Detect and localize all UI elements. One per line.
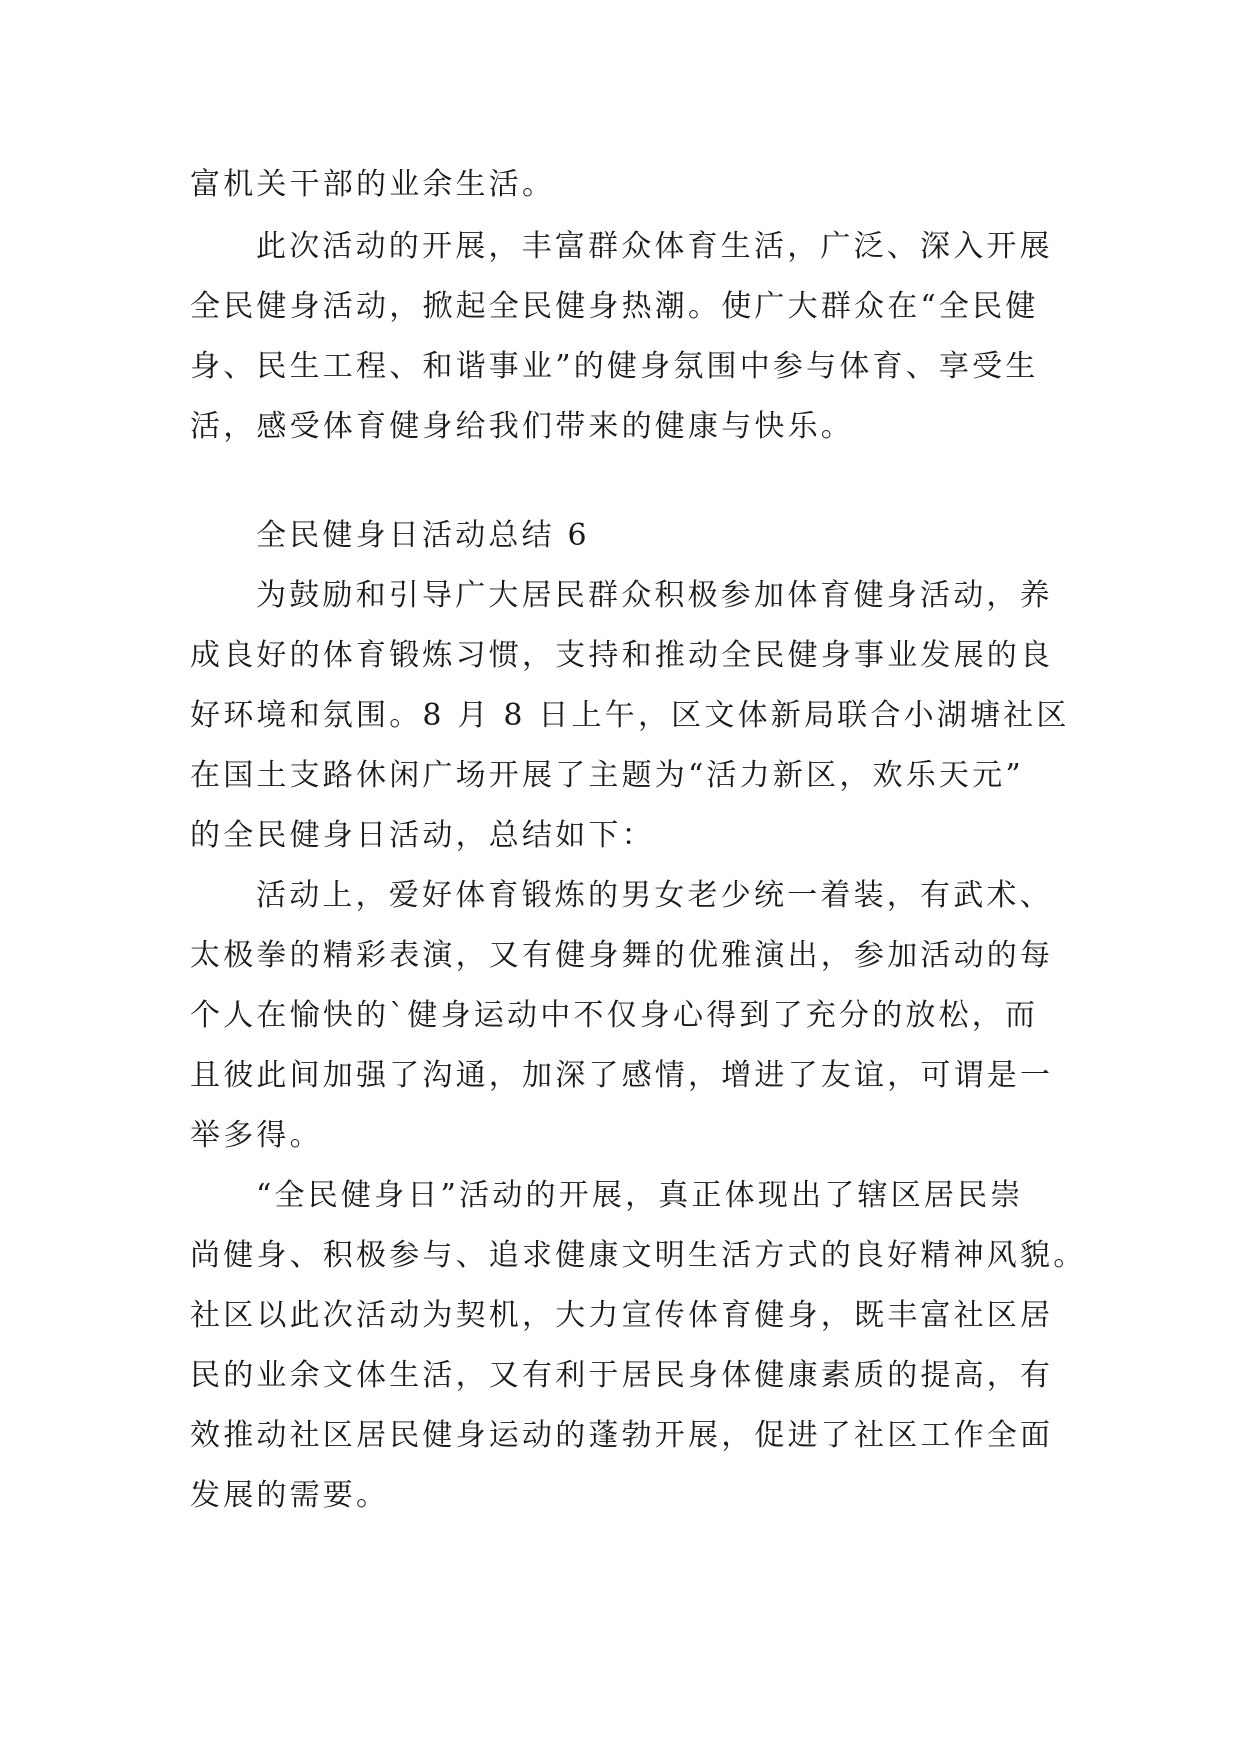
text-line: 富机关干部的业余生活。 <box>190 167 556 202</box>
text-line: 尚健身、积极参与、追求健康文明生活方式的良好精神风貌。 <box>190 1238 1087 1273</box>
text-line: 全民健身活动，掀起全民健身热潮。使广大群众在“全民健 <box>190 289 1039 324</box>
text-line: 且彼此间加强了沟通，加深了感情，增进了友谊，可谓是一 <box>190 1058 1054 1093</box>
text-line: 成良好的体育锻炼习惯，支持和推动全民健身事业发展的良 <box>190 638 1054 673</box>
text-line: “全民健身日”活动的开展，真正体现出了辖区居民崇 <box>256 1178 1024 1213</box>
text-line: 的全民健身日活动，总结如下： <box>190 818 655 853</box>
text-line: 效推动社区居民健身运动的蓬勃开展，促进了社区工作全面 <box>190 1418 1054 1453</box>
section-heading: 全民健身日活动总结 6 <box>256 518 590 553</box>
text-line: 身、民生工程、和谐事业”的健身氛围中参与体育、享受生 <box>190 349 1039 384</box>
text-line: 活，感受体育健身给我们带来的健康与快乐。 <box>190 409 854 444</box>
text-line: 举多得。 <box>190 1118 323 1153</box>
text-line: 为鼓励和引导广大居民群众积极参加体育健身活动，养 <box>256 578 1053 613</box>
text-line: 发展的需要。 <box>190 1478 390 1513</box>
text-line: 在国土支路休闲广场开展了主题为“活力新区，欢乐天元” <box>190 758 1024 793</box>
text-line: 好环境和氛围。8 月 8 日上午，区文体新局联合小湖塘社区 <box>190 698 1070 733</box>
text-line: 个人在愉快的`健身运动中不仅身心得到了充分的放松，而 <box>190 998 1039 1033</box>
text-line: 太极拳的精彩表演，又有健身舞的优雅演出，参加活动的每 <box>190 938 1054 973</box>
text-line: 此次活动的开展，丰富群众体育生活，广泛、深入开展 <box>256 229 1053 264</box>
text-line: 社区以此次活动为契机，大力宣传体育健身，既丰富社区居 <box>190 1298 1054 1333</box>
text-line: 民的业余文体生活，又有利于居民身体健康素质的提高，有 <box>190 1358 1054 1393</box>
text-line: 活动上，爱好体育锻炼的男女老少统一着装，有武术、 <box>256 878 1053 913</box>
